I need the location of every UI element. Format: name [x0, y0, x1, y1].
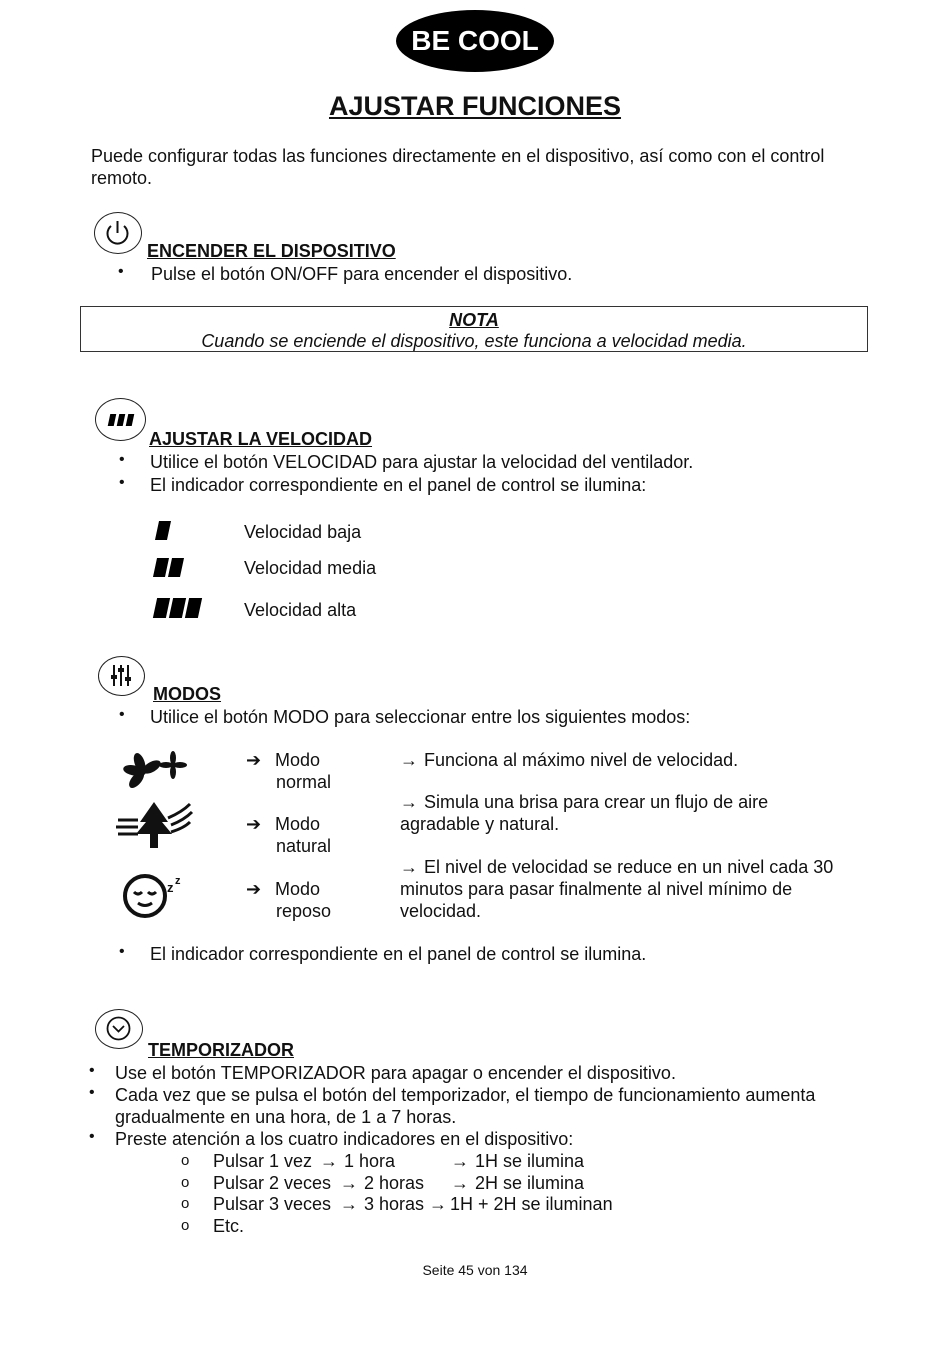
arrow-right-icon: →	[429, 1194, 447, 1214]
timer-sub-2-result: 2H se ilumina	[475, 1173, 585, 1193]
mode-reposo-desc-3: velocidad.	[400, 901, 482, 921]
arrow-bold-icon: ➔	[246, 879, 262, 899]
page-number: Seite 45 von 134	[422, 1262, 528, 1278]
power-heading: ENCENDER EL DISPOSITIVO	[147, 241, 396, 261]
intro-line-2: remoto.	[91, 168, 153, 188]
clock-chevron-icon	[95, 1009, 143, 1049]
timer-sub-1-press: Pulsar 1 vez	[213, 1151, 313, 1171]
arrow-bold-icon: ➔	[246, 814, 262, 834]
speed-bars-icon	[95, 398, 146, 441]
mode-reposo-desc-1: El nivel de velocidad se reduce en un nivel cada 30	[424, 857, 834, 877]
bullet-dot: •	[119, 451, 125, 468]
mode-normal-name-1: Modo	[275, 750, 321, 770]
speed-medium-icon	[155, 558, 182, 577]
arrow-bold-icon: ➔	[246, 750, 262, 770]
arrow-right-icon: →	[340, 1173, 358, 1193]
speed-high-icon	[155, 598, 200, 618]
fan-icon	[123, 750, 187, 799]
mode-natural-name-2: natural	[276, 836, 332, 856]
bullet-dot: •	[119, 943, 125, 960]
timer-sub-3-press: Pulsar 3 veces	[213, 1194, 332, 1214]
note-box	[80, 306, 868, 352]
speed-low-label: Velocidad baja	[244, 522, 362, 542]
timer-sub-1-result: 1H se ilumina	[475, 1151, 585, 1171]
circle-bullet-icon: o	[181, 1195, 190, 1212]
note-text: Cuando se enciende el dispositivo, este funciona a velocidad media.	[201, 331, 747, 351]
power-icon	[94, 212, 142, 254]
svg-text:z: z	[167, 880, 174, 895]
modes-footer-bullet: El indicador correspondiente en el panel de control se ilumina.	[150, 944, 647, 964]
mode-reposo-name-1: Modo	[275, 879, 321, 899]
bullet-dot: •	[89, 1062, 95, 1079]
modes-heading: MODOS	[153, 684, 222, 704]
speed-heading: AJUSTAR LA VELOCIDAD	[149, 429, 373, 449]
timer-sub-3-result: 1H + 2H se iluminan	[450, 1194, 613, 1214]
timer-bullet-3: Preste atención a los cuatro indicadores en el dispositivo:	[115, 1129, 574, 1149]
arrow-right-icon: →	[320, 1151, 338, 1171]
sleep-face-icon	[121, 870, 187, 925]
timer-sub-3-hours: 3 horas	[364, 1194, 425, 1214]
arrow-right-icon: →	[400, 792, 418, 812]
mode-normal-desc-1: Funciona al máximo nivel de velocidad.	[424, 750, 739, 770]
speed-bullet-1: Utilice el botón VELOCIDAD para ajustar la velocidad del ventilador.	[150, 452, 694, 472]
logo-text: BE COOL	[411, 25, 539, 56]
timer-bullet-1: Use el botón TEMPORIZADOR para apagar o encender el dispositivo.	[115, 1063, 676, 1083]
svg-text:z: z	[175, 875, 181, 887]
bullet-dot: •	[119, 474, 125, 491]
note-title: NOTA	[449, 310, 499, 330]
power-bullet-1: Pulse el botón ON/OFF para encender el dispositivo.	[151, 264, 573, 284]
mode-reposo-name-2: reposo	[276, 901, 332, 921]
bullet-dot: •	[119, 706, 125, 723]
arrow-right-icon: →	[451, 1173, 469, 1193]
arrow-right-icon: →	[340, 1194, 358, 1214]
arrow-right-icon: →	[400, 750, 418, 770]
timer-sub-2-press: Pulsar 2 veces	[213, 1173, 332, 1193]
timer-heading: TEMPORIZADOR	[148, 1040, 294, 1060]
circle-bullet-icon: o	[181, 1174, 190, 1191]
speed-medium-label: Velocidad media	[244, 558, 377, 578]
mode-natural-desc-2: agradable y natural.	[400, 814, 560, 834]
page-title: AJUSTAR FUNCIONES	[328, 91, 622, 121]
mode-natural-desc-1: Simula una brisa para crear un flujo de aire	[424, 792, 769, 812]
timer-sub-2-hours: 2 horas	[364, 1173, 425, 1193]
brand-logo	[396, 10, 554, 72]
tree-breeze-icon	[116, 800, 194, 855]
speed-bullet-2: El indicador correspondiente en el panel de control se ilumina:	[150, 475, 647, 495]
mode-reposo-desc-2: minutos para pasar finalmente al nivel mínimo de	[400, 879, 793, 899]
modes-bullet: Utilice el botón MODO para seleccionar entre los siguientes modos:	[150, 707, 691, 727]
bullet-dot: •	[118, 263, 124, 280]
speed-low-icon	[157, 521, 169, 540]
timer-bullet-2: Cada vez que se pulsa el botón del temporizador, el tiempo de funcionamiento aumenta	[115, 1085, 816, 1105]
circle-bullet-icon: o	[181, 1217, 190, 1234]
sliders-icon	[98, 656, 145, 696]
speed-high-label: Velocidad alta	[244, 600, 357, 620]
intro-line-1: Puede configurar todas las funciones directamente en el dispositivo, así como con el control	[91, 146, 825, 166]
arrow-right-icon: →	[400, 857, 418, 877]
arrow-right-icon: →	[451, 1151, 469, 1171]
circle-bullet-icon: o	[181, 1152, 190, 1169]
mode-normal-name-2: normal	[276, 772, 332, 792]
timer-bullet-2-cont: gradualmente en una hora, de 1 a 7 horas.	[115, 1107, 457, 1127]
mode-natural-name-1: Modo	[275, 814, 321, 834]
timer-sub-4-press: Etc.	[213, 1216, 245, 1236]
timer-sub-1-hours: 1 hora	[344, 1151, 396, 1171]
bullet-dot: •	[89, 1084, 95, 1101]
bullet-dot: •	[89, 1128, 95, 1145]
